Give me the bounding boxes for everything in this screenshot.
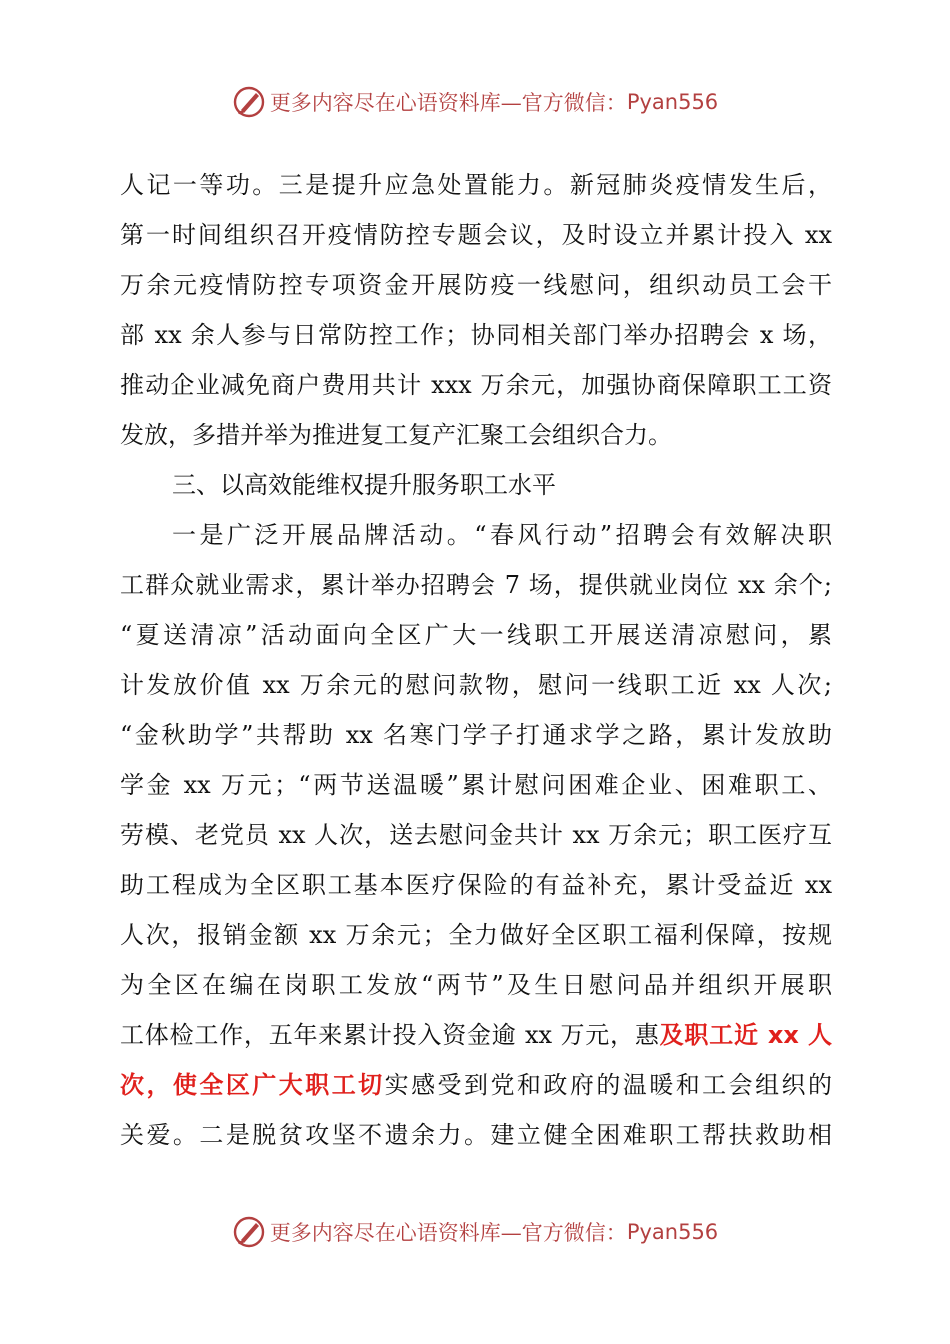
highlighted-text: 次，使全区广大职工切 [120, 1071, 385, 1099]
text-line: 关爱。二是脱贫攻坚不遗余力。建立健全困难职工帮扶救助相 [120, 1121, 832, 1149]
mixed-text-line [120, 1060, 832, 1110]
watermark-brand [232, 85, 718, 119]
text-line: 万余元疫情防控专项资金开展防疫一线慰问，组织动员工会干 [120, 271, 832, 299]
text-line: “金秋助学”共帮助 xx 名寒门学子打通求学之路，累计发放助 [120, 721, 832, 749]
watermark-handle: Pyan556 [626, 90, 719, 114]
header-watermark [0, 82, 950, 122]
text-line: 发放，多措并举为推进复工复产汇聚工会组织合力。 [120, 421, 672, 449]
text-segment: 实感受到党和政府的温暖和工会组织的 [384, 1071, 832, 1099]
brush-logo-icon [232, 85, 266, 119]
text-line: 一是广泛开展品牌活动。“春风行动”招聘会有效解决职 [172, 521, 832, 549]
text-line: 学金 xx 万元；“两节送温暖”累计慰问困难企业、困难职工、 [120, 771, 832, 799]
mixed-text-line [120, 1010, 832, 1060]
text-line: 劳模、老党员 xx 人次，送去慰问金共计 xx 万余元；职工医疗互 [120, 821, 832, 849]
footer-watermark [0, 1212, 950, 1252]
text-line: 计发放价值 xx 万余元的慰问款物，慰问一线职工近 xx 人次; [120, 671, 832, 699]
text-line: 助工程成为全区职工基本医疗保险的有益补充，累计受益近 xx [120, 871, 832, 899]
text-segment: 工体检工作，五年来累计投入资金逾 xx 万元，惠 [120, 1021, 660, 1049]
text-line: 人记一等功。三是提升应急处置能力。新冠肺炎疫情发生后， [120, 171, 832, 199]
text-line: 工群众就业需求，累计举办招聘会 7 场，提供就业岗位 xx 余个; [120, 571, 832, 599]
watermark-handle: Pyan556 [626, 1220, 719, 1244]
text-line: “夏送清凉”活动面向全区广大一线职工开展送清凉慰问，累 [120, 621, 832, 649]
text-line: 第一时间组织召开疫情防控专题会议，及时设立并累计投入 xx [120, 221, 832, 249]
watermark-brand [232, 1215, 718, 1249]
text-line: 推动企业减免商户费用共计 xxx 万余元，加强协商保障职工工资 [120, 371, 832, 399]
brush-logo-icon [232, 1215, 266, 1249]
document-body [120, 160, 832, 1160]
watermark-text: 更多内容尽在心语资料库—官方微信： [269, 1221, 627, 1245]
text-line: 人次，报销金额 xx 万余元；全力做好全区职工福利保障，按规 [120, 921, 832, 949]
highlighted-text: 及职工近 xx 人 [659, 1021, 832, 1049]
watermark-text: 更多内容尽在心语资料库—官方微信： [269, 91, 627, 115]
section-heading: 三、以高效能维权提升服务职工水平 [172, 471, 556, 499]
text-line: 为全区在编在岗职工发放“两节”及生日慰问品并组织开展职 [120, 971, 832, 999]
text-line: 部 xx 余人参与日常防控工作；协同相关部门举办招聘会 x 场， [120, 321, 832, 349]
